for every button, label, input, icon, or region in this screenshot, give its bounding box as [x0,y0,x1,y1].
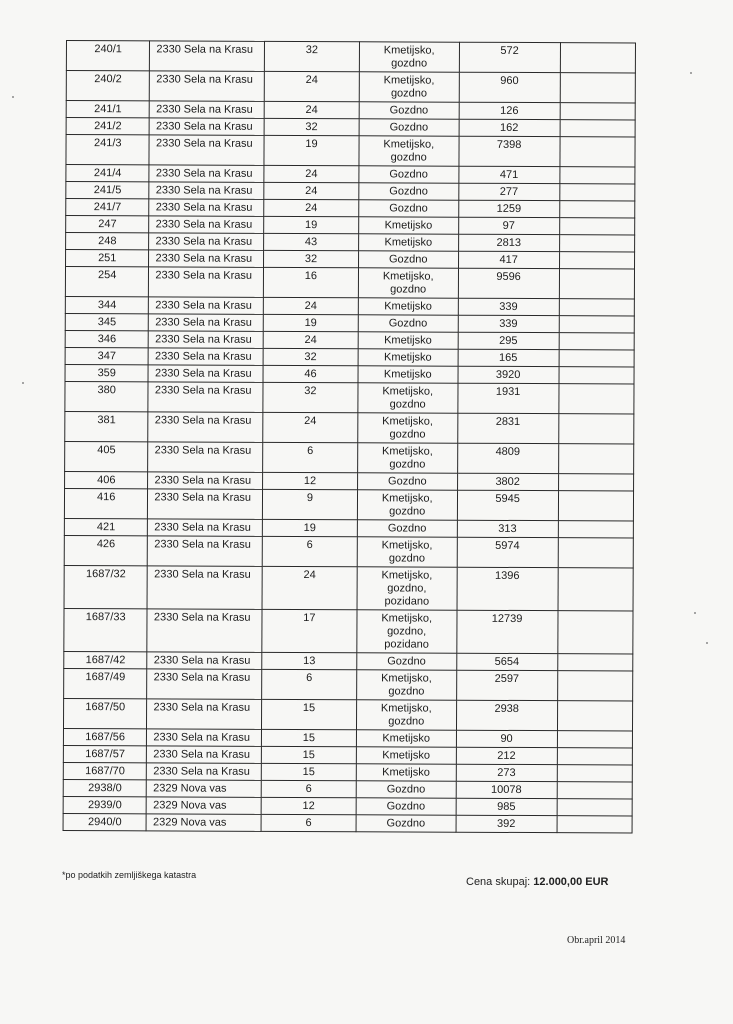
parcel-value-cell: 15 [262,699,357,729]
parcel-number-cell: 2938/0 [63,779,147,796]
empty-cell [560,103,636,120]
empty-cell [559,316,635,333]
parcel-value-cell: 17 [262,609,357,652]
parcel-number-cell: 254 [65,267,149,297]
land-use-cell: Kmetijsko, gozdno [357,537,457,567]
cadastral-municipality-cell: 2330 Sela na Krasu [149,199,264,217]
empty-cell [559,235,635,252]
area-cell: 7398 [459,136,560,166]
empty-cell [557,701,633,731]
table-row [65,267,634,299]
cadastral-municipality-cell: 2330 Sela na Krasu [147,746,262,764]
parcel-number-cell: 247 [66,216,150,233]
area-cell: 417 [458,251,559,268]
parcel-value-cell: 15 [262,729,357,746]
cadastral-municipality-cell: 2330 Sela na Krasu [149,216,264,234]
cadastral-municipality-cell: 2330 Sela na Krasu [149,165,264,183]
empty-cell [557,782,633,799]
cadastral-municipality-cell: 2330 Sela na Krasu [150,71,265,102]
land-use-cell: Kmetijsko, gozdno [356,700,456,730]
parcel-value-cell: 32 [264,250,359,267]
table-row [65,441,634,473]
cadastral-municipality-cell: 2330 Sela na Krasu [147,652,262,670]
land-use-cell: Kmetijsko [358,366,458,383]
area-cell: 277 [458,183,559,200]
area-cell: 2831 [457,413,558,443]
table-row [64,608,633,653]
parcel-number-cell: 347 [65,347,149,364]
land-use-cell: Gozdno [359,166,459,183]
total-price-value: 12.000,00 EUR [533,876,609,888]
area-cell: 3802 [457,473,558,490]
cadastral-municipality-cell: 2330 Sela na Krasu [149,182,264,200]
land-use-cell: Kmetijsko [356,730,456,747]
table-row [64,668,633,700]
area-cell: 2597 [456,670,557,700]
area-cell: 162 [459,119,560,136]
parcel-number-cell: 380 [65,381,149,411]
cadastral-municipality-cell: 2330 Sela na Krasu [147,609,262,652]
parcel-number-cell: 359 [65,364,149,381]
cadastral-municipality-cell: 2330 Sela na Krasu [147,566,262,609]
parcel-value-cell: 15 [261,763,356,780]
empty-cell [557,671,633,701]
cadastral-municipality-cell: 2330 Sela na Krasu [148,442,263,473]
parcel-value-cell: 12 [263,472,358,489]
table-row [64,565,633,610]
table-row [63,813,632,832]
parcel-number-cell: 1687/42 [64,651,148,668]
parcel-value-cell: 24 [263,331,358,348]
empty-cell [558,521,634,538]
empty-cell [560,137,636,167]
parcel-value-cell: 19 [264,216,359,233]
area-cell: 165 [458,349,559,366]
cadastral-municipality-cell: 2330 Sela na Krasu [150,118,265,136]
land-use-cell: Gozdno [356,815,456,832]
cadastral-municipality-cell: 2330 Sela na Krasu [147,763,262,781]
parcel-number-cell: 416 [64,488,148,518]
land-use-cell: Gozdno [356,798,456,815]
land-parcels-table-body [63,41,635,833]
table-row [64,535,633,567]
parcel-number-cell: 426 [64,535,148,565]
scan-speck [22,382,24,384]
scan-speck [694,612,696,614]
land-use-cell: Gozdno [359,183,459,200]
parcel-value-cell: 24 [264,199,359,216]
land-use-cell: Gozdno [357,520,457,537]
area-cell: 9596 [458,268,559,298]
parcel-value-cell: 32 [264,41,359,71]
cadastral-municipality-cell: 2330 Sela na Krasu [148,536,263,567]
parcel-value-cell: 6 [261,814,356,831]
parcel-number-cell: 240/1 [66,41,150,71]
area-cell: 1259 [458,200,559,217]
parcel-value-cell: 15 [261,746,356,763]
empty-cell [559,299,635,316]
scan-speck [706,642,708,644]
parcel-number-cell: 381 [65,411,149,441]
footnote: *po podatkih zemljiškega katastra [62,870,197,880]
cadastral-municipality-cell: 2329 Nova vas [146,814,261,832]
table-row [66,135,635,167]
cadastral-municipality-cell: 2330 Sela na Krasu [148,489,263,520]
scan-speck [690,72,692,74]
parcel-number-cell: 1687/57 [63,745,147,762]
parcel-value-cell: 43 [264,233,359,250]
land-use-cell: Kmetijsko [358,349,458,366]
land-use-cell: Gozdno [358,315,458,332]
cadastral-municipality-cell: 2329 Nova vas [147,797,262,815]
area-cell: 295 [458,332,559,349]
parcel-number-cell: 405 [65,441,149,471]
land-use-cell: Gozdno [359,102,459,119]
area-cell: 4809 [457,443,558,473]
empty-cell [558,568,634,611]
empty-cell [558,414,634,444]
land-use-cell: Gozdno [359,119,459,136]
area-cell: 1931 [458,383,559,413]
parcel-value-cell: 6 [262,536,357,566]
land-parcels-table [63,40,636,833]
parcel-value-cell: 24 [263,297,358,314]
date-note: Obr.april 2014 [567,935,626,946]
land-use-cell: Kmetijsko [356,764,456,781]
empty-cell [558,474,634,491]
land-use-cell: Kmetijsko, gozdno [358,383,458,413]
parcel-value-cell: 24 [264,101,359,118]
empty-cell [557,816,633,833]
area-cell: 392 [456,815,557,832]
parcel-value-cell: 19 [264,135,359,165]
land-use-cell: Kmetijsko [358,332,458,349]
empty-cell [557,731,633,748]
parcel-value-cell: 46 [263,365,358,382]
cadastral-municipality-cell: 2330 Sela na Krasu [150,41,265,71]
empty-cell [559,218,635,235]
land-use-cell: Kmetijsko, gozdno [359,72,459,102]
parcel-number-cell: 2939/0 [63,796,147,813]
cadastral-municipality-cell: 2330 Sela na Krasu [149,331,264,349]
scan-speck [12,96,14,98]
area-cell: 12739 [457,610,558,653]
cadastral-municipality-cell: 2330 Sela na Krasu [149,233,264,251]
cadastral-municipality-cell: 2330 Sela na Krasu [147,669,262,699]
parcel-value-cell: 19 [263,314,358,331]
area-cell: 960 [459,72,560,102]
parcel-value-cell: 32 [264,118,359,135]
parcel-value-cell: 24 [262,566,357,609]
area-cell: 10078 [456,781,557,798]
parcel-value-cell: 32 [263,382,358,412]
empty-cell [560,120,636,137]
parcel-number-cell: 421 [64,518,148,535]
cadastral-municipality-cell: 2330 Sela na Krasu [149,135,264,166]
area-cell: 126 [459,102,560,119]
area-cell: 985 [456,798,557,815]
parcel-value-cell: 13 [262,652,357,669]
cadastral-municipality-cell: 2330 Sela na Krasu [149,314,264,332]
empty-cell [557,654,633,671]
parcel-number-cell: 406 [65,471,149,488]
area-cell: 572 [459,42,560,72]
cadastral-municipality-cell: 2330 Sela na Krasu [148,472,263,490]
area-cell: 5974 [457,537,558,567]
empty-cell [559,333,635,350]
land-use-cell: Kmetijsko, gozdno [359,136,459,166]
land-use-cell: Gozdno [358,251,458,268]
land-use-cell: Kmetijsko [358,217,458,234]
cadastral-municipality-cell: 2330 Sela na Krasu [149,267,264,298]
parcel-number-cell: 346 [65,330,149,347]
land-use-cell: Kmetijsko [356,747,456,764]
table-row [65,411,634,443]
total-price [466,876,609,888]
area-cell: 3920 [458,366,559,383]
parcel-number-cell: 1687/49 [64,668,148,698]
parcel-number-cell: 344 [65,296,149,313]
land-use-cell: Kmetijsko, gozdno [356,670,456,700]
parcel-number-cell: 241/3 [66,135,150,165]
land-use-cell: Gozdno [359,200,459,217]
empty-cell [559,201,635,218]
empty-cell [558,444,634,474]
total-price-label: Cena skupaj: [466,876,531,888]
area-cell: 212 [456,747,557,764]
parcel-value-cell: 24 [264,71,359,101]
parcel-value-cell: 24 [264,165,359,182]
empty-cell [559,167,635,184]
area-cell: 339 [458,315,559,332]
empty-cell [557,765,633,782]
empty-cell [559,269,635,299]
table-row [66,41,635,73]
parcel-value-cell: 16 [263,267,358,297]
parcel-number-cell: 241/5 [66,182,150,199]
land-use-cell: Kmetijsko, gozdno [357,490,457,520]
parcel-number-cell: 1687/32 [64,565,148,608]
parcel-number-cell: 1687/33 [64,608,148,651]
parcel-number-cell: 1687/50 [63,698,147,728]
cadastral-municipality-cell: 2330 Sela na Krasu [149,297,264,315]
cadastral-municipality-cell: 2330 Sela na Krasu [149,348,264,366]
empty-cell [558,491,634,521]
parcel-number-cell: 241/2 [66,118,150,135]
empty-cell [558,384,634,414]
cadastral-municipality-cell: 2330 Sela na Krasu [147,699,262,730]
cadastral-municipality-cell: 2330 Sela na Krasu [150,101,265,119]
area-cell: 97 [458,217,559,234]
land-use-cell: Kmetijsko, gozdno [358,413,458,443]
area-cell: 5945 [457,490,558,520]
parcel-value-cell: 9 [263,489,358,519]
cadastral-municipality-cell: 2330 Sela na Krasu [149,250,264,268]
parcel-number-cell: 241/7 [66,199,150,216]
table-row [65,381,634,413]
area-cell: 90 [456,730,557,747]
area-cell: 339 [458,298,559,315]
area-cell: 2938 [456,700,557,730]
empty-cell [558,538,634,568]
empty-cell [557,748,633,765]
area-cell: 2813 [458,234,559,251]
area-cell: 5654 [456,653,557,670]
parcel-value-cell: 6 [263,442,358,472]
empty-cell [559,350,635,367]
parcel-number-cell: 241/1 [66,101,150,118]
land-use-cell: Gozdno [356,781,456,798]
parcel-value-cell: 19 [262,519,357,536]
area-cell: 1396 [457,567,558,610]
cadastral-municipality-cell: 2330 Sela na Krasu [147,729,262,747]
land-use-cell: Kmetijsko, gozdno [357,443,457,473]
empty-cell [557,611,633,654]
empty-cell [560,73,636,103]
land-use-cell: Gozdno [357,473,457,490]
parcel-number-cell: 2940/0 [63,813,147,830]
empty-cell [557,799,633,816]
cadastral-municipality-cell: 2329 Nova vas [147,780,262,798]
empty-cell [559,184,635,201]
empty-cell [559,252,635,269]
parcel-number-cell: 251 [66,250,150,267]
cadastral-municipality-cell: 2330 Sela na Krasu [148,382,263,412]
parcel-number-cell: 1687/70 [63,762,147,779]
land-use-cell: Gozdno [357,653,457,670]
land-use-cell: Kmetijsko [358,234,458,251]
parcel-number-cell: 241/4 [66,165,150,182]
parcel-value-cell: 12 [261,797,356,814]
cadastral-municipality-cell: 2330 Sela na Krasu [148,365,263,383]
area-cell: 273 [456,764,557,781]
area-cell: 471 [459,166,560,183]
parcel-value-cell: 32 [263,348,358,365]
parcel-number-cell: 1687/56 [63,728,147,745]
land-use-cell: Kmetijsko [358,298,458,315]
land-use-cell: Kmetijsko, gozdno [359,42,459,72]
parcel-value-cell: 6 [261,780,356,797]
parcel-number-cell: 240/2 [66,71,150,101]
parcel-number-cell: 345 [65,313,149,330]
parcel-number-cell: 248 [66,233,150,250]
land-use-cell: Kmetijsko, gozdno, pozidano [357,567,457,610]
empty-cell [559,367,635,384]
table-row [63,698,632,730]
empty-cell [560,43,636,73]
land-use-cell: Kmetijsko, gozdno [358,268,458,298]
table-row [64,488,633,520]
cadastral-municipality-cell: 2330 Sela na Krasu [148,412,263,443]
cadastral-municipality-cell: 2330 Sela na Krasu [148,519,263,537]
parcel-value-cell: 24 [264,182,359,199]
parcel-value-cell: 6 [262,669,357,699]
parcel-value-cell: 24 [263,412,358,442]
area-cell: 313 [457,520,558,537]
land-use-cell: Kmetijsko, gozdno, pozidano [357,610,457,653]
table-row [66,71,635,103]
